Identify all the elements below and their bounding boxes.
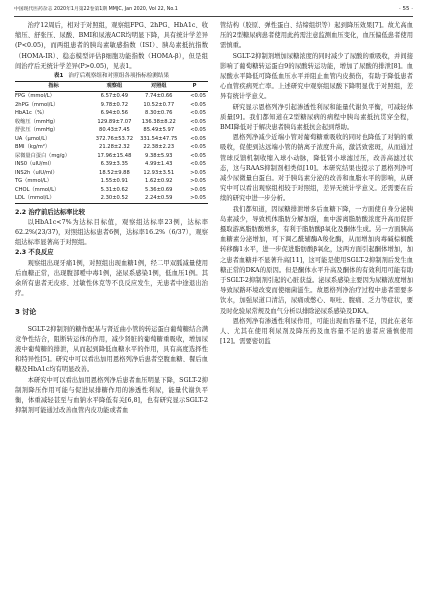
table-cell: 6.39±3.35: [100, 161, 129, 168]
table-cell: INS2h（uIU/ml）: [15, 169, 58, 176]
table-cell: 尿微量白蛋白（mg/g）: [15, 152, 70, 159]
table-row: [15, 152, 208, 161]
table-cell: 1.55±0.91: [100, 178, 129, 185]
compliance-paragraph: 以HbA1c<7%为达标目标值，观察组达标率23例，达标率62.2%(23/37)，对照组达标患者6例，达标率16.2%（6/37），观察组达标率显著高于对照组。: [15, 218, 208, 247]
body-paragraph: 研究显示恩格列净引起渗透性利尿和能量代谢负平衡，可减轻体质量[9]。我们都知道在2型糖尿病的病程中胰岛素抵抗贯穿全程，BMI降低对于解决患者胰岛素抵抗会起到帮助。: [220, 103, 413, 132]
table-cell: >0.05: [181, 194, 208, 203]
table-caption: [15, 72, 208, 80]
section-heading-2-2: 2.2 治疗前后达标率比较: [15, 208, 86, 216]
table-header-cell: 观察组: [92, 82, 136, 92]
table-header-row: [15, 82, 208, 92]
table-cell: 80.43±7.45: [99, 127, 130, 134]
table-cell: 2.24±0.59: [137, 194, 181, 203]
table-cell: 136.38±8.22: [141, 118, 176, 125]
results-table: [15, 81, 208, 204]
table-cell: TG（mmol/L）: [15, 178, 52, 185]
table-cell: <0.05: [190, 101, 206, 108]
body-paragraph: SGLT-2抑制剂增加尿糖浓度的同时减少了尿酸的重吸收，并间接影响了葡萄糖转运蛋白9的尿酸转运功能，增加了尿酸的排泄[8]。血尿酸水平降低可降低血压水平并阻止血管内皮损伤，有助于降低患者心血管疾病死亡率。上述研究中观察组尿酸下降明显优于对照组，差异有统计学意义。: [220, 52, 413, 101]
table-cell: 4.99±1.43: [145, 161, 173, 168]
right-column: [220, 21, 413, 348]
table-cell: 10.52±0.77: [143, 101, 175, 108]
table-body: [15, 92, 208, 204]
table-cell: INS0（uIU/ml）: [15, 161, 55, 168]
table-header-cell: 对照组: [137, 82, 181, 92]
table-cell: 21.28±2.32: [99, 144, 130, 151]
table-row: [15, 186, 208, 195]
table-cell: <0.05: [190, 135, 206, 142]
table-row: [15, 135, 208, 144]
table-cell: BMI（kg/m²）: [15, 144, 51, 151]
table-cell: <0.05: [190, 161, 206, 168]
table-cell: 1.62±0.92: [145, 178, 173, 185]
table-cell: <0.05: [190, 118, 206, 125]
table-cell: 85.49±5.97: [143, 127, 175, 134]
table-cell: 6.94±0.56: [100, 110, 129, 117]
table-cell: 22.38±2.23: [143, 144, 175, 151]
body-paragraph: 我们都知道，因尿糖排泄增多后血糖下降，一方面使自身分泌胰岛素减少，导致机体脂肪分解加强，血中游离脂肪酸浓度升高而促肝摄取游离脂肪酸增多，有利于脂肪酸β氧化及酮体生成。另一方面胰高血糖素分泌增加，可下调乙酰辅酶A羧化酶，从而增加肉毒碱棕榈酰转移酶1水平，进一步促进脂肪酸β氧化，这两方面引起酮体增加，加之患者血糖并不显著升高[11]，这可能是使用SGLT-2抑制剂后发生血糖正常的DKA的原因。但是酮体水平升高及酮体的有效利用可能有助于SGLT-2抑制剂引起的心脏获益。泌尿系感染主要因为尿糖浓度增加导致尿路环境改变而使细菌滋生。故恩格列净治疗过程中患者需要多饮水，加强尿道口清洁，尿痛或憋心、呕吐、腹痛、乏力等症状，要及时化验尿常规及血气分析以排除泌尿系感染及DKA。: [220, 205, 413, 315]
body-paragraph: 恩格列净有渗透性利尿作用，可能出现血容量不足，因此在老年人、尤其在使用利尿剂及降压药及血容量不足的患者应谨慎使用[12]。需要密切监: [220, 317, 413, 346]
table-cell: 6.57±0.49: [100, 93, 129, 100]
table-cell: <0.05: [190, 144, 206, 151]
table-cell: 331.54±47.75: [140, 135, 178, 142]
table-cell: 8.30±0.76: [145, 110, 173, 117]
table-title: 治疗后观察组和对照组各项指标检测结果: [68, 73, 170, 80]
table-cell: >0.05: [190, 178, 206, 185]
discussion-paragraph: SGLT-2抑制剂的糖作配基与肾近曲小管的转运蛋白葡萄糖结合满竞争性结合，阻断转运体的作用，减少肾脏的葡萄糖重吸收，增加尿液中葡萄糖的排泄，从而起到降低血糖水平的作用，具有高度选择性和特异性[5]。研究中可以看出加用恩格列净后患者空腹血糖、餐后血糖及HbA1c均有明显改善。: [15, 325, 208, 374]
table-cell: 372.76±53.72: [95, 135, 134, 142]
table-cell: >0.05: [190, 186, 206, 193]
results-paragraph: 治疗12周后，相对于对照组，观察组FPG、2hPG、HbA1c、收缩压、舒张压、尿酸、BMI和尿液ACR均明显下降，具有统计学差异(P<0.05)，而两组患者的胰岛素敏感指数（ISI）、胰岛素抵抗指数（HOMA-IR）、稳态模型评估β细胞功能指数（HOMA-β），但是组间治疗后无统计学差异(P>0.05)，见表1。: [15, 22, 208, 70]
table-cell: 129.89±7.07: [97, 118, 132, 125]
table-cell: 5.31±0.62: [100, 186, 129, 193]
table-label: 表1: [53, 73, 64, 80]
table-row: [15, 118, 208, 127]
table-cell: CHOL（mmol/L）: [15, 186, 60, 193]
table-cell: 9.78±0.72: [100, 101, 129, 108]
table-cell: 收缩压（mmHg）: [15, 118, 59, 125]
table-row: [15, 126, 208, 135]
table-row: [15, 143, 208, 152]
table-cell: 7.74±0.66: [145, 93, 173, 100]
table-header-cell: 指标: [15, 82, 92, 92]
table-cell: 2.30±0.52: [92, 194, 136, 203]
table-cell: 12.93±3.51: [143, 169, 175, 176]
table-cell: FPG（mmol/L）: [15, 93, 55, 100]
discussion-paragraph: 本研究中可以看出加用恩格列净后患者血压明显下降，SGLT-2抑制剂降压作用可能与促进尿排糖作用的渗透性利尿，能量代谢负平衡，体重减轻甚至与血钠水平降低有关[6,8]，也有研究显示SGLT-2抑制剂可能通过改善血管内皮功能或者血: [15, 376, 208, 415]
table-row: [15, 109, 208, 118]
table-cell: 17.96±15.48: [97, 152, 132, 159]
body-paragraph: 恩格列净减少近端小管对葡萄糖重吸收的同时也降低了对钠的重吸收，促使到达远端小管的钠离子浓度升高，激活致密斑，从而通过管球反馈机制收缩入球小动脉，降低肾小球滤过压，改善高滤过状态，这与RAAS抑制剂相类似[10]。本研究结果也提示了恩格列净可减少尿微量白蛋白。对于胰岛素分泌的改善和血脂水平的影响，从研究中可以看出观察组相较于对照组，差异无统计学意义。还需要在后续的研究中进一步分析。: [220, 134, 413, 203]
table-row: [15, 92, 208, 101]
left-column: [15, 21, 208, 416]
table-cell: <0.05: [190, 152, 206, 159]
section-heading-discussion: 3 讨论: [15, 308, 37, 317]
table-row: [15, 194, 208, 203]
table-cell: 18.52±9.88: [99, 169, 130, 176]
table-cell: <0.05: [190, 93, 206, 100]
table-cell: <0.05: [190, 127, 206, 134]
table-cell: >0.05: [190, 169, 206, 176]
page-number: · 55 ·: [399, 6, 413, 12]
table-cell: HbA1c（%）: [15, 110, 48, 117]
body-paragraph: 管结构（胶原、弹性蛋白、结缔组织等）起到降压效果[7]。故尤高血压的2型糖尿病患者使用此药需注意监测血压变化，血压偏低患者使用需慎重。: [220, 22, 413, 50]
table-row: [15, 177, 208, 186]
table-header-cell: P: [181, 82, 208, 92]
table-cell: LDL（mmol/L）: [15, 194, 92, 203]
table-cell: UA（μmol/L）: [15, 135, 51, 142]
table-row: [15, 169, 208, 178]
table-cell: <0.05: [190, 110, 206, 117]
table-cell: 5.36±0.69: [145, 186, 173, 193]
section-heading-2-3: 2.3 不良反应: [15, 249, 54, 257]
table-cell: 2hPG（mmol/L）: [15, 101, 59, 108]
table-row: [15, 101, 208, 110]
journal-citation: 中国现代医药杂志 2020年1月第22卷第1期 MMJC, Jan 2020, Vol 22, No.1: [14, 7, 178, 12]
table-cell: 9.38±5.93: [145, 152, 173, 159]
table-cell: 舒张压（mmHg）: [15, 127, 59, 134]
running-header: [14, 4, 413, 17]
adverse-paragraph: 观察组出现牙痛1例，对照组出现血糖1例，经二甲双胍减量使用后血糖正常，出现腹部嗳中毒1例，泌尿系感染1例，低血压1例。其余所有患者无皮疹、过敏性休克等不良反应发生，无患者中途退出治疗。: [15, 259, 208, 298]
table-row: [15, 160, 208, 169]
